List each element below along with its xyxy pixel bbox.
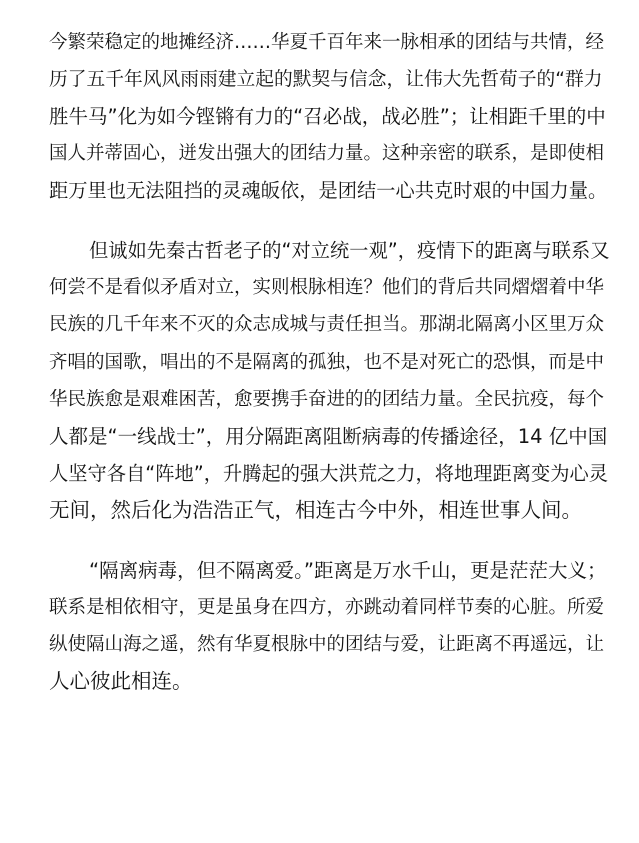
paragraph-1-line-5: 距万里也无法阻挡的灵魂皈依，是团结一心共克时艰的中国力量。 [49,179,608,202]
paragraph-1-line-2: 历了五千年风风雨雨建立起的默契与信念，让伟大先哲荀子的“群力 [49,69,603,90]
paragraph-2-line-6: 人都是“一线战士”，用分隔距离阻断病毒的传播途径，14 亿中国 [49,425,608,448]
paragraph-3-line-4: 人心彼此相连。 [49,669,193,693]
paragraph-2-line-4: 齐唱的国歌，唱出的不是隔离的孤独，也不是对死亡的恐惧，而是中 [49,352,605,373]
paragraph-2-line-7: 人坚守各自“阵地”，升腾起的强大洪荒之力，将地理距离变为心灵 [49,462,608,485]
paragraph-1-line-1: 今繁荣稳定的地摊经济……华夏千百年来一脉相承的团结与共情，经 [49,32,605,53]
paragraph-3-line-2: 联系是相依相守，更是虽身在四方，亦跳动着同样节奏的心脏。所爱 [49,597,605,618]
paragraph-2-line-8: 无间，然后化为浩浩正气，相连古今中外，相连世事人间。 [49,498,582,522]
paragraph-1-line-3: 胜牛马”化为如今铿锵有力的“召必战，战必胜”；让相距千里的中 [49,105,606,128]
paragraph-3-line-3: 纵使隔山海之遥，然有华夏根脉中的团结与爱，让距离不再遥远，让 [49,634,605,655]
paragraph-2-line-3: 民族的几千年来不灭的众志成城与责任担当。那湖北隔离小区里万众 [49,314,605,335]
paragraph-2-line-1: 但诚如先秦古哲老子的“对立统一观”，疫情下的距离与联系又 [89,239,610,262]
paragraph-3-line-1: “隔离病毒，但不隔离爱。”距离是万水千山，更是茫茫大义； [89,559,607,582]
paragraph-2-line-2: 何尝不是看似矛盾对立，实则根脉相连？他们的背后共同熠熠着中华 [49,277,605,298]
paragraph-1-line-4: 国人并蒂固心，迸发出强大的团结力量。这种亲密的联系，是即使相 [49,143,605,164]
paragraph-2-line-5: 华民族愈是艰难困苦，愈要携手奋进的的团结力量。全民抗疫，每个 [49,389,605,410]
